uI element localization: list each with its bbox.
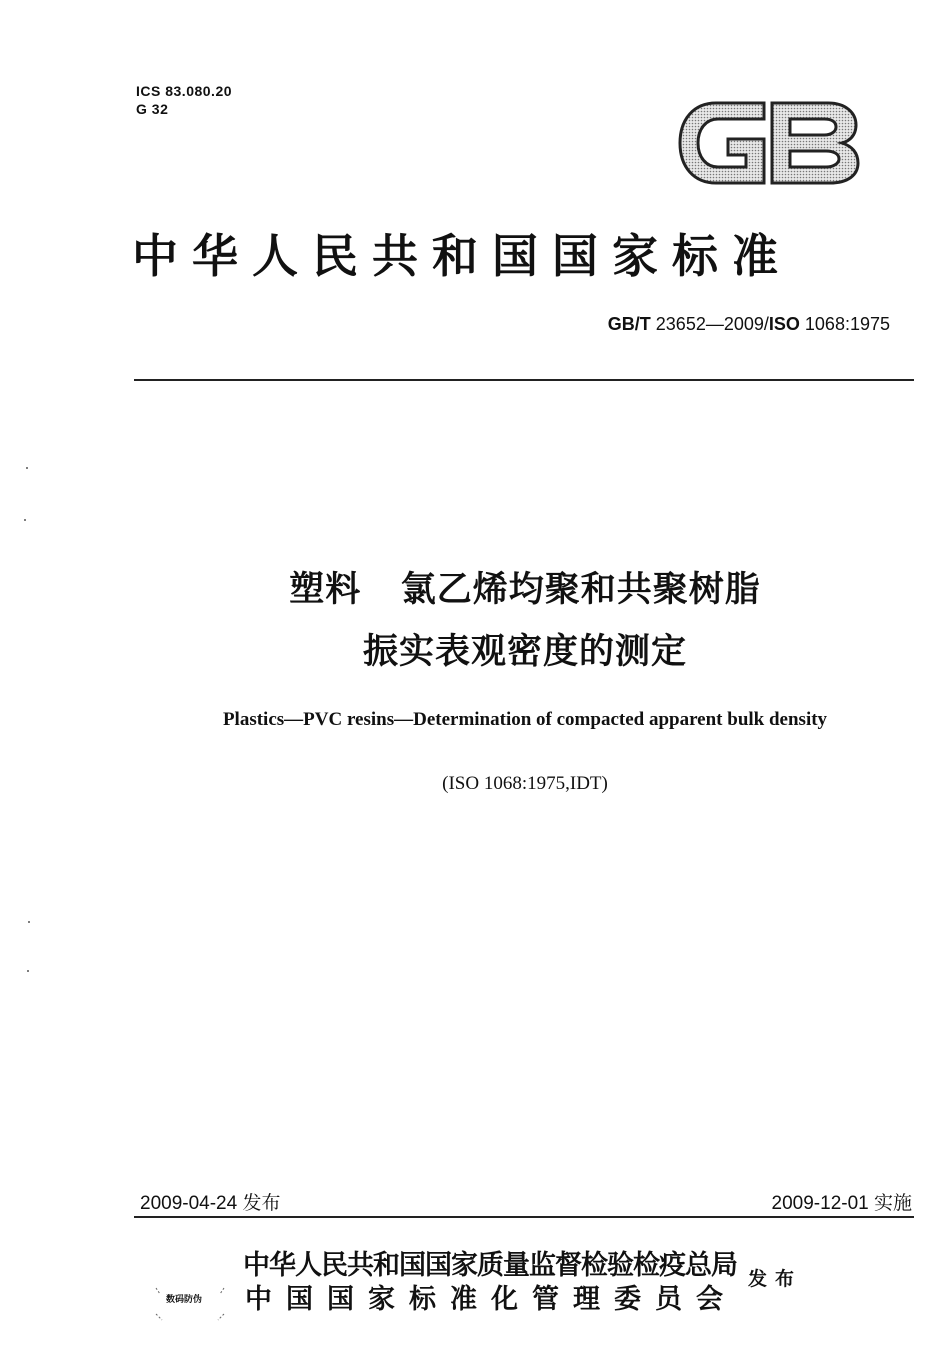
anti-counterfeit-label: 数码防伪 — [166, 1295, 203, 1305]
standard-number — [520, 314, 890, 335]
publisher-line-2: 中国国家标准化管理委员会 — [245, 1284, 737, 1315]
scan-dot — [28, 921, 30, 923]
issue-date: 2009-04-24 发布 — [140, 1193, 281, 1214]
std-number-rest: 23652—2009/ — [650, 314, 769, 334]
std-number-iso-prefix: ISO — [768, 314, 800, 334]
title-english: Plastics—PVC resins—Determination of compacted apparent bulk density — [222, 709, 828, 730]
publisher-line-1: 中华人民共和国国家质量监督检验检疫总局 — [243, 1250, 737, 1281]
iso-reference: (ISO 1068:1975,IDT) — [442, 773, 608, 794]
anti-counterfeit-mark — [150, 1284, 230, 1324]
publish-label: 发布 — [748, 1268, 803, 1290]
std-number-iso-rest: 1068:1975 — [799, 314, 890, 334]
ics-code: ICS 83.080.20 — [136, 83, 233, 99]
header-divider — [134, 379, 914, 381]
classification-code: G 32 — [136, 101, 169, 117]
implementation-date: 2009-12-01 实施 — [771, 1193, 912, 1214]
national-standard-title: 中华人民共和国国家标准 — [132, 229, 792, 283]
title-chinese-line-2: 振实表观密度的测定 — [362, 632, 687, 672]
title-chinese-line-1: 塑料 氯乙烯均聚和共聚树脂 — [289, 570, 761, 610]
std-number-prefix: GB/T — [607, 314, 651, 334]
scan-dot — [24, 519, 26, 521]
gb-logo-icon — [676, 95, 862, 191]
scan-dot — [26, 467, 28, 469]
footer-divider — [134, 1216, 914, 1218]
scan-dot — [27, 970, 29, 972]
